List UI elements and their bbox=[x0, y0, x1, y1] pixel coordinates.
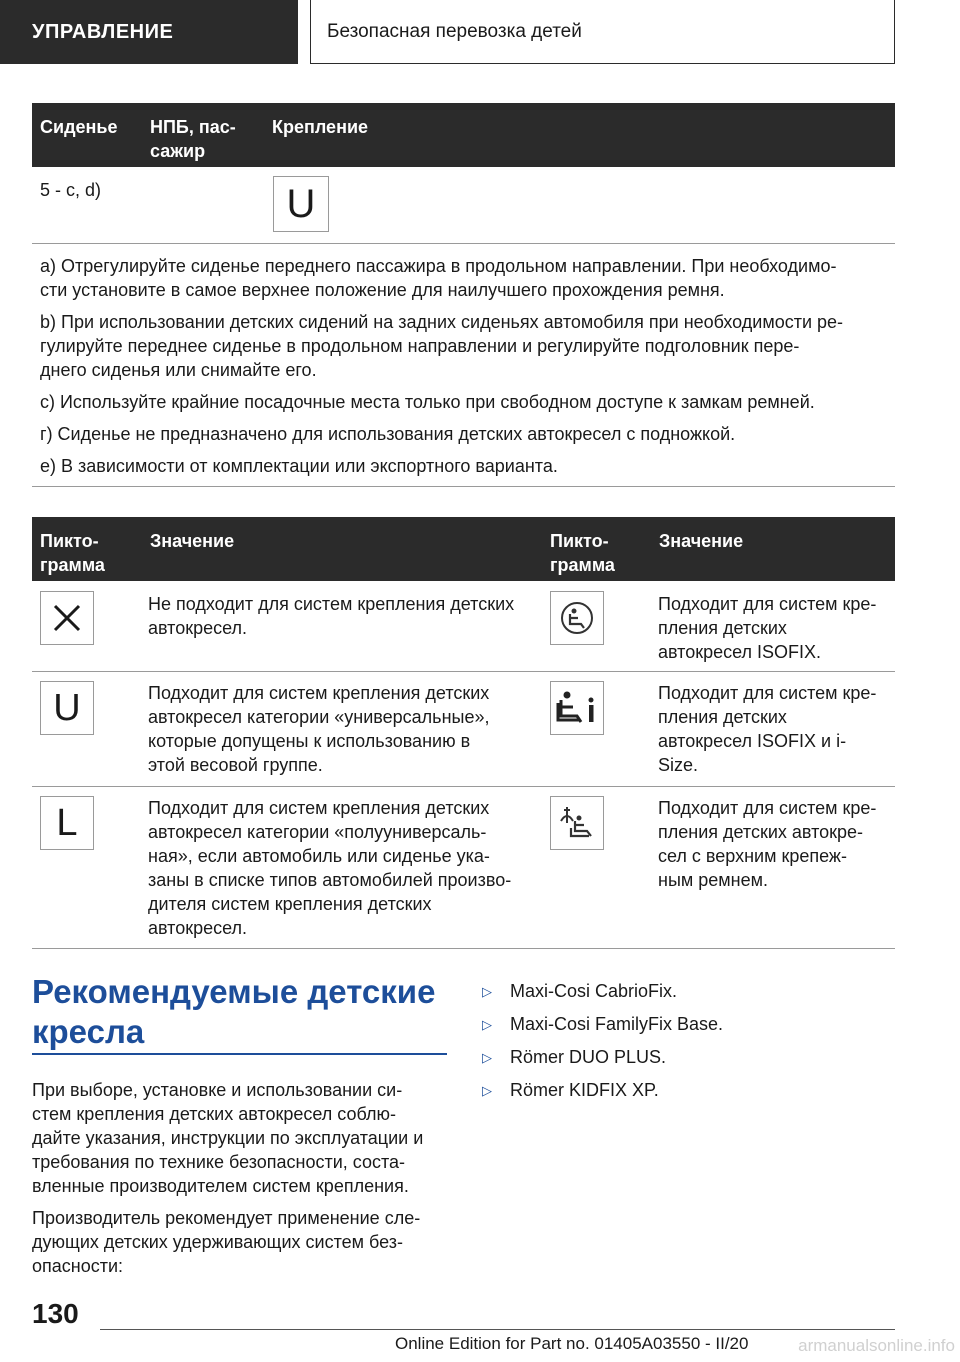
icon-letter-u: U bbox=[286, 182, 316, 226]
isofix-icon bbox=[550, 591, 604, 645]
isofix-isize-icon bbox=[550, 681, 604, 735]
legend-text-universal: Подходит для систем крепления детских автокресел категории «универсальные», которые допущены к использованию в этой весовой группе. bbox=[148, 683, 490, 775]
divider bbox=[32, 671, 895, 672]
seat-value: 5 - c, d) bbox=[40, 180, 102, 200]
note-b: b) При использовании детских сидений на задних сиденьях автомобиля при необходимости ре- гулируйте переднее сиденье в продольном направлении и регулируйте подголовник пере- днего сиденья или снимайте его. bbox=[40, 312, 844, 380]
semi-universal-l-icon bbox=[40, 796, 94, 850]
watermark: armanualsonline.info bbox=[798, 1336, 955, 1355]
list-item: ▷ Römer KIDFIX XP. bbox=[482, 1078, 882, 1103]
universal-u-icon bbox=[40, 681, 94, 735]
note-a: a) Отрегулируйте сиденье переднего пассажира в продольном направлении. При необходимо- сти установите в самое верхнее положение для наилучшего прохождения ремня. bbox=[40, 256, 837, 300]
footer-rule bbox=[100, 1329, 895, 1330]
col-meaning-1: Значение bbox=[150, 531, 235, 551]
seat-table-header bbox=[32, 103, 895, 167]
bullet-triangle-icon: ▷ bbox=[482, 1083, 492, 1098]
legend-text-top-tether: Подходит для систем кре- пления детских автокре- сел с верхним крепеж- ным ремнем. bbox=[658, 798, 877, 890]
edition-text: Online Edition for Part no. 01405A03550 - II/20 bbox=[395, 1334, 749, 1353]
recommended-paragraph: Производитель рекомендует применение сле- дующих детских удерживающих систем без- опасности: bbox=[32, 1208, 421, 1276]
chapter-tab bbox=[310, 0, 895, 64]
top-tether-icon bbox=[550, 796, 604, 850]
recommended-list bbox=[482, 979, 882, 1103]
recommended-text bbox=[32, 1078, 452, 1278]
recommended-title: Рекомендуемые детские кресла bbox=[32, 973, 436, 1050]
bullet-triangle-icon: ▷ bbox=[482, 984, 492, 999]
cross-icon bbox=[40, 591, 94, 645]
col-seat: Сиденье bbox=[40, 117, 118, 137]
icon-letter-l: L bbox=[56, 802, 78, 844]
col-mount: Крепление bbox=[272, 117, 369, 137]
divider bbox=[32, 486, 895, 487]
note-g: г) Сиденье не предназначено для использования детских автокресел с подножкой. bbox=[40, 424, 736, 444]
icon-letter-u: U bbox=[53, 687, 81, 729]
universal-u-icon bbox=[273, 176, 329, 232]
list-item: ▷ Maxi-Cosi FamilyFix Base. bbox=[482, 1012, 882, 1037]
legend-text-isofix: Подходит для систем кре- пления детских автокресел ISOFIX. bbox=[658, 594, 877, 662]
chapter-title: Безопасная перевозка детей bbox=[327, 20, 582, 42]
footnotes bbox=[40, 254, 890, 486]
col-meaning-2: Значение bbox=[659, 531, 744, 551]
section-title: УПРАВЛЕНИЕ bbox=[32, 20, 174, 43]
legend-text-semi-universal: Подходит для систем крепления детских автокресел категории «полууниверсаль- ная», если автомобиль или сиденье ука- заны в списке типов автомобилей произво- дителя систем крепления детских автокресел. bbox=[148, 798, 512, 938]
page-number: 130 bbox=[32, 1298, 79, 1329]
col-pictogram-2: Пикто- грамма bbox=[550, 531, 615, 575]
note-c: c) Используйте крайние посадочные места только при свободном доступе к замкам ремней. bbox=[40, 392, 815, 412]
divider bbox=[32, 243, 895, 244]
bullet-triangle-icon: ▷ bbox=[482, 1050, 492, 1065]
note-e: e) В зависимости от комплектации или экспортного варианта. bbox=[40, 456, 558, 476]
legend-text-isofix-isize: Подходит для систем кре- пления детских автокресел ISOFIX и i- Size. bbox=[658, 683, 877, 775]
bullet-triangle-icon: ▷ bbox=[482, 1017, 492, 1032]
legend-text-not-suitable: Не подходит для систем крепления детских автокресел. bbox=[148, 594, 515, 638]
col-pictogram-1: Пикто- грамма bbox=[40, 531, 105, 575]
recommended-paragraph: При выборе, установке и использовании си- стем крепления детских автокресел соблю- дайте указания, инструкции по эксплуатации и требования по технике безопасности, соста- вленные производителем систем крепления. bbox=[32, 1080, 424, 1196]
list-item: ▷ Römer DUO PLUS. bbox=[482, 1045, 882, 1070]
col-airbag: НПБ, пас- сажир bbox=[150, 117, 236, 161]
legend-table-header bbox=[32, 517, 895, 581]
divider bbox=[32, 786, 895, 787]
list-item: ▷ Maxi-Cosi CabrioFix. bbox=[482, 979, 882, 1004]
title-underline bbox=[32, 1053, 447, 1055]
section-tab bbox=[0, 0, 298, 64]
divider bbox=[32, 948, 895, 949]
